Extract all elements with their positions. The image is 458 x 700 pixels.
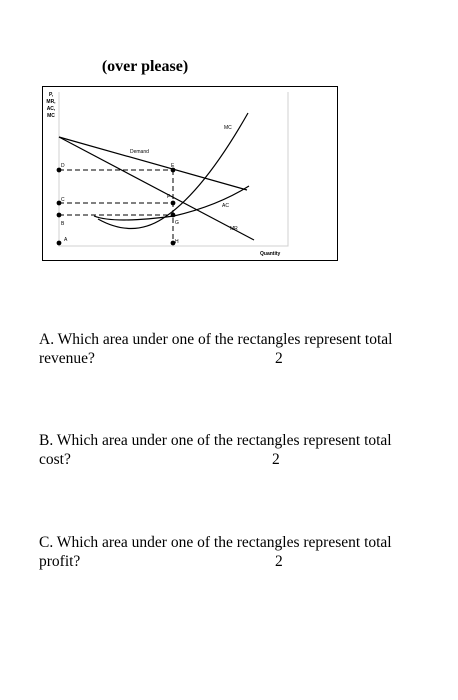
y-axis-label-line-3: AC, — [46, 106, 56, 112]
label-H: H — [175, 239, 179, 245]
point-A — [57, 241, 62, 246]
point-G — [171, 213, 176, 218]
ac-label: AC — [222, 203, 229, 209]
cost-revenue-diagram — [42, 86, 338, 261]
x-axis-label: Quantity — [260, 251, 281, 257]
question-b-points: 2 — [272, 451, 280, 468]
question-a-line-1: A. Which area under one of the rectangles represent total — [39, 331, 393, 348]
label-C: C — [61, 197, 65, 203]
y-axis-label-line-1: P, — [48, 92, 54, 98]
question-c-line-2: profit? — [39, 553, 81, 570]
demand-label: Demand — [130, 149, 149, 155]
y-axis-label-line-2: MR, — [46, 99, 56, 105]
question-b-line-1: B. Which area under one of the rectangles represent total — [39, 432, 392, 449]
question-c — [39, 533, 449, 571]
label-B: B — [61, 221, 65, 227]
diagram-svg — [42, 86, 338, 261]
question-b-line-2: cost? — [39, 451, 71, 468]
y-axis-label-line-4: MC — [47, 113, 55, 119]
question-a — [39, 330, 449, 368]
label-E: E — [171, 163, 175, 169]
mr-label: MR — [230, 226, 238, 232]
question-c-line-1: C. Which area under one of the rectangles represent total — [39, 534, 392, 551]
point-F — [171, 201, 176, 206]
question-c-points: 2 — [275, 553, 283, 570]
label-F: F — [167, 194, 171, 200]
question-a-points: 2 — [275, 350, 283, 367]
label-D: D — [61, 163, 65, 169]
label-G: G — [175, 220, 179, 226]
over-please-heading: (over please) — [101, 58, 189, 75]
point-B — [57, 213, 62, 218]
question-b — [39, 431, 449, 469]
question-a-line-2: revenue? — [39, 350, 95, 367]
label-A: A — [64, 237, 68, 243]
mc-label: MC — [224, 125, 232, 131]
